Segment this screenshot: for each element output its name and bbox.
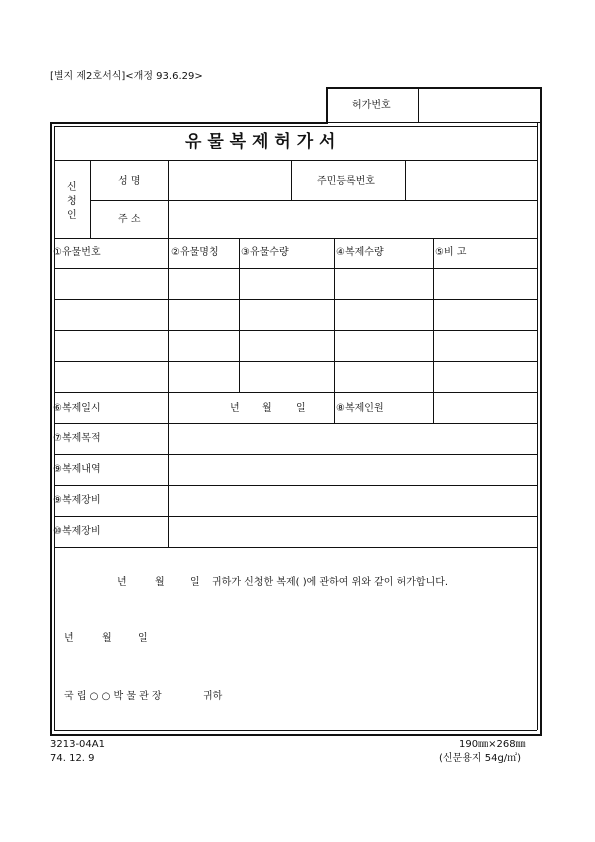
copy-date-day: 일	[296, 403, 306, 414]
applicant-label-2: 청	[67, 196, 77, 207]
inner-frame-right	[537, 122, 538, 730]
inner-frame-top	[54, 126, 537, 127]
table-row	[54, 361, 537, 362]
approval-honorific: 귀하	[203, 691, 223, 702]
col-item-name: ②유물명칭	[171, 247, 219, 258]
name-row-bottom	[90, 200, 537, 201]
copy-date-divider-1	[168, 392, 169, 423]
purpose-label: ⑦복제목적	[53, 433, 101, 444]
form-header-note: [별지 제2호서식]<개정 93.6.29>	[50, 71, 203, 82]
form-code: 3213-04A1	[50, 739, 105, 750]
copy-date-month: 월	[262, 403, 272, 414]
header-row-bottom	[54, 268, 537, 269]
copy-date-divider-2	[334, 392, 335, 423]
equipment-label-2: ⑩복제장비	[53, 526, 101, 537]
approval-sentence: 귀하가 신청한 복제( )에 관하여 위와 같이 허가합니다.	[212, 577, 449, 588]
equipment-field-1[interactable]	[170, 487, 535, 514]
page-title: 유 물 복 제 허 가 서	[185, 132, 336, 152]
copy-staff-label: ⑧복제인원	[336, 403, 384, 414]
content-label: ⑨복제내역	[53, 464, 101, 475]
form-date: 74. 12. 9	[50, 753, 95, 764]
frame-top	[50, 122, 328, 124]
permit-box-divider	[418, 88, 419, 122]
approval-date-day: 일	[138, 633, 148, 644]
equipment-divider-1	[168, 485, 169, 516]
table-row	[54, 330, 537, 331]
content-row-bottom	[54, 485, 537, 486]
approval-day: 일	[190, 577, 200, 588]
approval-year: 년	[117, 577, 127, 588]
col-divider-1	[168, 238, 169, 392]
address-label: 주 소	[118, 214, 141, 225]
table-row	[54, 392, 537, 393]
permit-box-left	[326, 87, 328, 124]
copy-date-label: ⑥복제일시	[53, 403, 101, 414]
equipment-divider-2	[168, 516, 169, 547]
col-divider-2	[239, 238, 240, 392]
approval-addressee: 국 립 ○ ○ 박 물 관 장	[64, 691, 162, 702]
inner-frame-left	[54, 126, 55, 730]
applicant-section-bottom	[54, 238, 537, 239]
col-remarks: ⑤비 고	[435, 247, 467, 258]
paper-type: (신문용지 54g/㎡)	[439, 753, 522, 764]
paper-size: 190㎜×268㎜	[459, 739, 526, 750]
name-label-divider	[168, 160, 169, 238]
applicant-group-divider	[90, 160, 91, 238]
approval-month: 월	[155, 577, 165, 588]
equipment-row-bottom-1	[54, 516, 537, 517]
col-divider-4	[433, 238, 434, 392]
content-divider	[168, 454, 169, 485]
purpose-row-bottom	[54, 454, 537, 455]
applicant-label-1: 신	[67, 182, 77, 193]
permit-no-label: 허가번호	[352, 100, 391, 111]
copy-date-row-bottom	[54, 423, 537, 424]
name-field[interactable]	[170, 162, 290, 198]
equipment-row-bottom-2	[54, 547, 537, 548]
col-item-number: ①유물번호	[53, 247, 101, 258]
col-copy-quantity: ④복제수량	[336, 247, 384, 258]
rrn-right-divider	[405, 160, 406, 200]
permit-no-value[interactable]	[422, 94, 538, 116]
purpose-field[interactable]	[170, 425, 535, 452]
name-label: 성 명	[118, 176, 141, 187]
purpose-divider	[168, 423, 169, 454]
approval-date-year: 년	[64, 633, 74, 644]
address-field[interactable]	[170, 202, 535, 236]
frame-left	[50, 122, 52, 736]
col-divider-3	[334, 238, 335, 392]
equipment-field-2[interactable]	[170, 518, 535, 545]
permit-row-bottom	[326, 122, 542, 123]
rrn-field[interactable]	[407, 162, 535, 198]
col-item-quantity: ③유물수량	[241, 247, 289, 258]
frame-bottom	[50, 734, 542, 736]
rrn-left-divider	[291, 160, 292, 200]
content-field[interactable]	[170, 456, 535, 483]
title-rule	[54, 160, 537, 161]
copy-date-divider-3	[433, 392, 434, 423]
frame-right	[540, 87, 542, 736]
inner-frame-bottom	[54, 730, 537, 731]
applicant-label-3: 인	[67, 210, 77, 221]
approval-date-month: 월	[102, 633, 112, 644]
permit-box-top	[326, 87, 542, 89]
copy-date-year: 년	[230, 403, 240, 414]
equipment-label-1: ⑨복제장비	[53, 495, 101, 506]
table-row	[54, 299, 537, 300]
rrn-label: 주민등록번호	[317, 176, 375, 187]
